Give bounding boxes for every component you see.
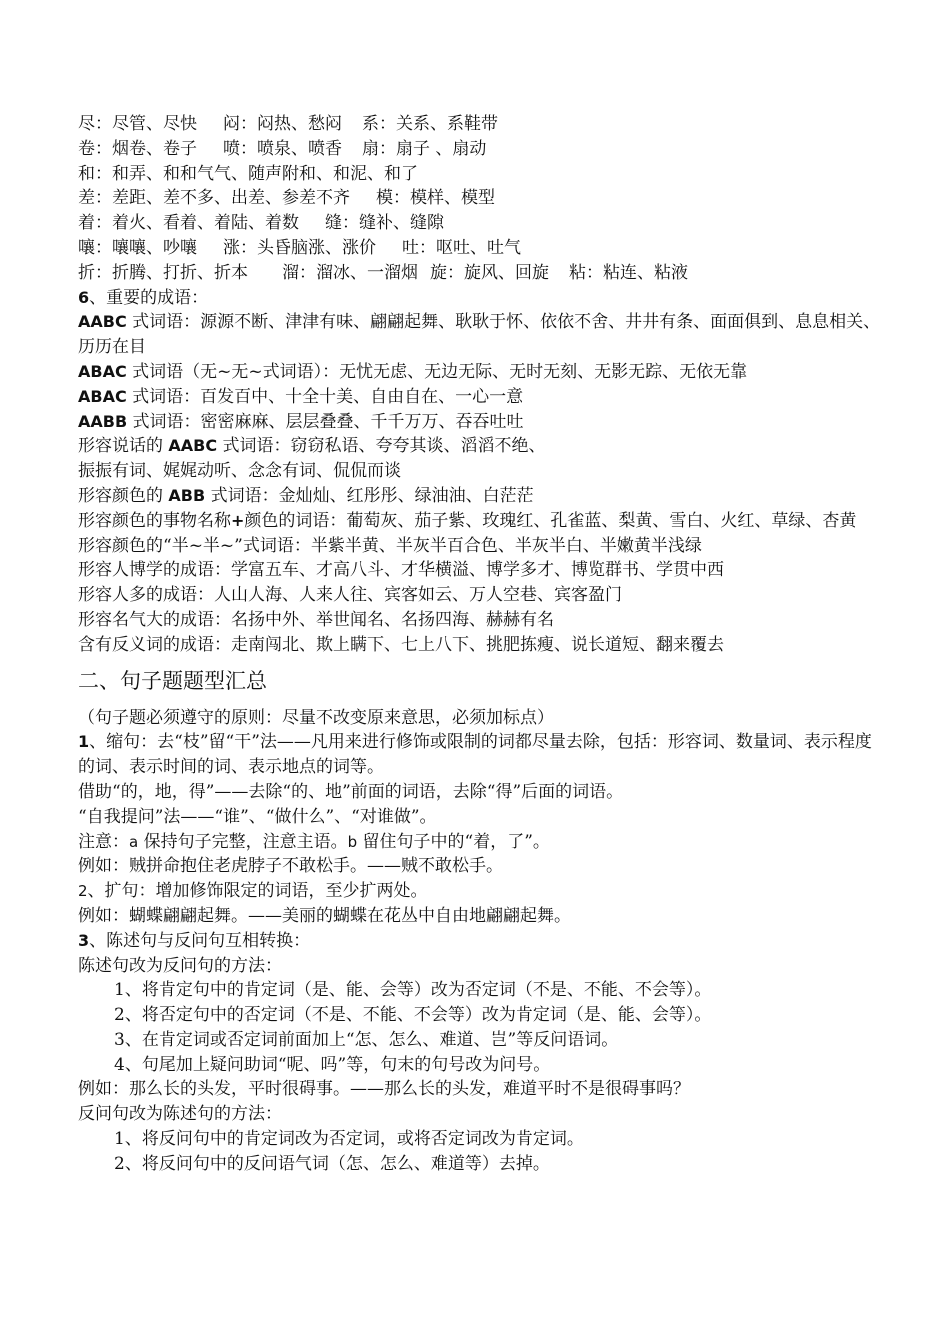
list-item: 1、将肯定句中的肯定词（是、能、会等）改为否定词（不是、不能、不会等）。 xyxy=(114,980,712,1001)
list-item: 2、将否定句中的否定词（不是、不能、不会等）改为肯定词（是、能、会等）。 xyxy=(114,1005,712,1026)
convert-rule: 3、陈述句与反问句互相转换： xyxy=(78,930,311,951)
idiom-antonym: 含有反义词的成语：走南闯北、欺上瞒下、七上八下、挑肥拣瘦、说长道短、翻来覆去 xyxy=(78,634,724,655)
idiom-learned: 形容人博学的成语：学富五车、才高八斗、才华横溢、博学多才、博览群书、学贯中西 xyxy=(78,560,724,581)
idiom-aabc: AABC 式词语：源源不断、津津有味、翩翩起舞、耿耿于怀、依依不舍、井井有条、面面俱到、息息相关、历历在目 xyxy=(78,312,881,358)
convert-method-heading: 反问句改为陈述句的方法： xyxy=(78,1104,282,1125)
idioms-heading: 6、重要的成语： xyxy=(78,287,209,308)
polyphone-entry: 尽：尽管、尽快 xyxy=(78,114,197,134)
shorten-self-ask: “自我提问”法——“谁”、“做什么”、“对谁做”。 xyxy=(78,806,437,827)
idiom-abac: ABAC 式词语（无~无~式词语）：无忧无虑、无边无际、无时无刻、无影无踪、无依无靠 xyxy=(78,361,748,382)
polyphone-line xyxy=(78,211,888,236)
polyphone-line xyxy=(78,112,888,137)
polyphone-entry: 吐：呕吐、吐气 xyxy=(402,237,521,258)
principle-note: （句子题必须遵守的原则：尽量不改变原来意思，必须加标点） xyxy=(78,707,554,728)
shorten-borrow: 借助“的，地，得”——去除“的、地”前面的词语，去除“得”后面的词语。 xyxy=(78,781,624,802)
idiom-color-abb: 形容颜色的 ABB 式词语：金灿灿、红彤彤、绿油油、白茫茫 xyxy=(78,485,534,506)
convert-method-heading: 陈述句改为反问句的方法： xyxy=(78,955,282,976)
polyphone-entry: 扇：扇子 、扇动 xyxy=(362,138,487,159)
polyphone-entry: 和：和弄、和和气气、随声附和、和泥、和了 xyxy=(78,163,418,184)
shorten-example: 例如：贼拼命抱住老虎脖子不敢松手。——贼不敢松手。 xyxy=(78,856,503,877)
polyphone-entry: 嚷：嚷嚷、吵嚷 xyxy=(78,237,197,258)
polyphone-entry: 着：着火、看着、着陆、着数 xyxy=(78,213,299,234)
polyphone-entry: 溜：溜冰、一溜烟 xyxy=(282,262,418,283)
polyphone-entry: 差：差距、差不多、出差、参差不齐 xyxy=(78,188,350,209)
polyphone-entry: 缝：缝补、缝隙 xyxy=(325,213,444,234)
polyphone-entry: 卷：烟卷、卷子 xyxy=(78,138,197,159)
idiom-fame: 形容名气大的成语：名扬中外、举世闻名、名扬四海、赫赫有名 xyxy=(78,609,554,630)
polyphone-line xyxy=(78,261,888,286)
shorten-note: 注意：a 保持句子完整，注意主语。b 留住句子中的“着，了”。 xyxy=(78,831,550,852)
list-item: 1、将反问句中的肯定词改为否定词，或将否定词改为肯定词。 xyxy=(114,1129,584,1150)
expand-example: 例如：蝴蝶翩翩起舞。——美丽的蝴蝶在花丛中自由地翩翩起舞。 xyxy=(78,905,571,926)
polyphone-line xyxy=(78,137,888,162)
polyphone-entry: 粘：粘连、粘液 xyxy=(569,262,688,283)
polyphone-entry: 闷：闷热、愁闷 xyxy=(223,114,342,134)
expand-rule: 2、扩句：增加修饰限定的词语，至少扩两处。 xyxy=(78,881,428,902)
document-page xyxy=(78,112,888,1177)
idiom-aabb: AABB 式词语：密密麻麻、层层叠叠、千千万万、吞吞吐吐 xyxy=(78,411,524,432)
idiom-color-thing: 形容颜色的事物名称+颜色的词语：葡萄灰、茄子紫、玫瑰红、孔雀蓝、梨黄、雪白、火红、草绿、杏黄 xyxy=(78,510,857,531)
polyphone-entry: 旋：旋风、回旋 xyxy=(430,262,549,283)
polyphone-line xyxy=(78,236,888,261)
section-title: 二、句子题题型汇总 xyxy=(78,668,267,693)
polyphone-entry: 模：模样、模型 xyxy=(376,188,495,209)
polyphone-line xyxy=(78,162,888,187)
list-item: 4、句尾加上疑问助词“呢、吗”等，句末的句号改为问号。 xyxy=(114,1054,551,1075)
list-item: 2、将反问句中的反问语气词（怎、怎么、难道等）去掉。 xyxy=(114,1153,550,1174)
polyphone-entry: 折：折腾、打折、折本 xyxy=(78,262,248,283)
list-item: 3、在肯定词或否定词前面加上“怎、怎么、难道、岂”等反问语词。 xyxy=(114,1029,619,1050)
idiom-speech-cont: 振振有词、娓娓动听、念念有词、侃侃而谈 xyxy=(78,461,401,482)
idiom-half: 形容颜色的“半~半~”式词语：半紫半黄、半灰半百合色、半灰半白、半嫩黄半浅绿 xyxy=(78,535,702,556)
idiom-speech: 形容说话的 AABC 式词语：窃窃私语、夸夸其谈、滔滔不绝、 xyxy=(78,436,546,457)
idiom-abac-2: ABAC 式词语：百发百中、十全十美、自由自在、一心一意 xyxy=(78,386,524,407)
polyphone-entry: 喷：喷泉、喷香 xyxy=(223,138,342,159)
idiom-crowd: 形容人多的成语：人山人海、人来人往、宾客如云、万人空巷、宾客盈门 xyxy=(78,585,622,606)
polyphone-line xyxy=(78,186,888,211)
convert-example: 例如：那么长的头发，平时很碍事。——那么长的头发，难道平时不是很碍事吗？ xyxy=(78,1079,690,1100)
polyphone-entry: 系：关系、系鞋带 xyxy=(362,114,498,134)
polyphone-entry: 涨：头昏脑涨、涨价 xyxy=(223,237,376,258)
shorten-rule: 1、缩句：去“枝”留“干”法——凡用来进行修饰或限制的词都尽量去除，包括：形容词、数量词、表示程度的词、表示时间的词、表示地点的词等。 xyxy=(78,732,872,778)
